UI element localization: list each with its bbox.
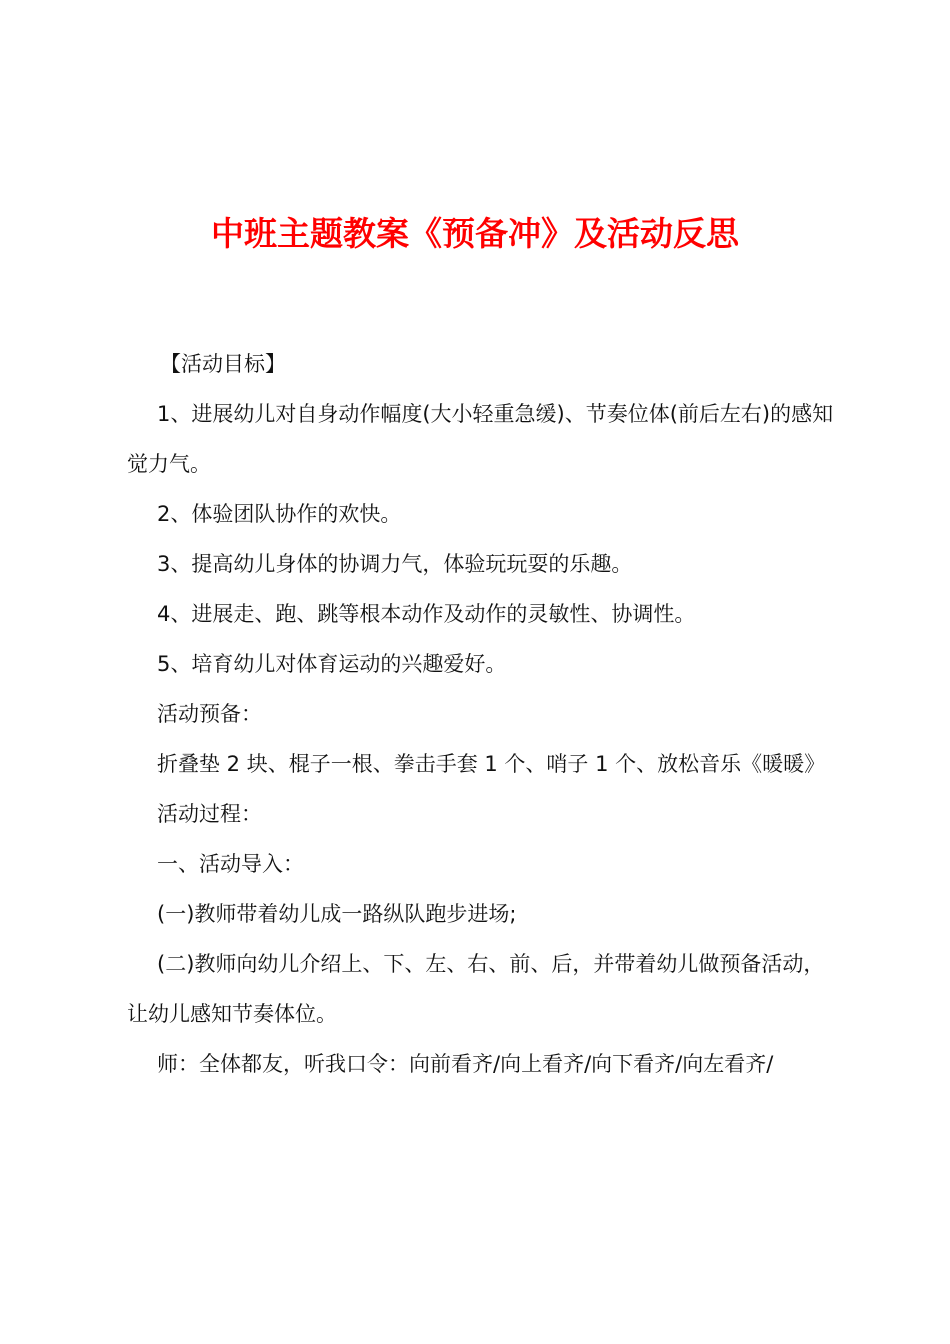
section-heading-process: 活动过程：: [157, 802, 262, 826]
document-body: [127, 339, 839, 1089]
process-substep-2: (二)教师向幼儿介绍上、下、左、右、前、后，并带着幼儿做预备活动，让幼儿感知节奏体位。: [127, 952, 825, 1026]
document-title: 中班主题教案《预备冲》及活动反思: [211, 214, 739, 253]
goal-item-2: 2、体验团队协作的欢快。: [157, 502, 402, 526]
process-step-1-heading: 一、活动导入：: [157, 852, 304, 876]
goal-item-1: 1、进展幼儿对自身动作幅度(大小轻重急缓)、节奏位体(前后左右)的感知觉力气。: [127, 402, 834, 476]
goal-item-5: 5、培育幼儿对体育运动的兴趣爱好。: [157, 652, 507, 676]
goal-item-3: 3、提高幼儿身体的协调力气，体验玩玩耍的乐趣。: [157, 552, 633, 576]
section-heading-activity-goals: 【活动目标】: [160, 352, 286, 376]
goal-item-4: 4、进展走、跑、跳等根本动作及动作的灵敏性、协调性。: [157, 602, 696, 626]
process-substep-1: (一)教师带着幼儿成一路纵队跑步进场;: [157, 902, 517, 926]
preparation-materials: 折叠垫 2 块、棍子一根、拳击手套 1 个、哨子 1 个、放松音乐《暖暖》: [157, 752, 826, 776]
section-heading-preparation: 活动预备：: [157, 702, 262, 726]
teacher-instruction: 师：全体都友，听我口令：向前看齐/向上看齐/向下看齐/向左看齐/: [157, 1052, 774, 1076]
